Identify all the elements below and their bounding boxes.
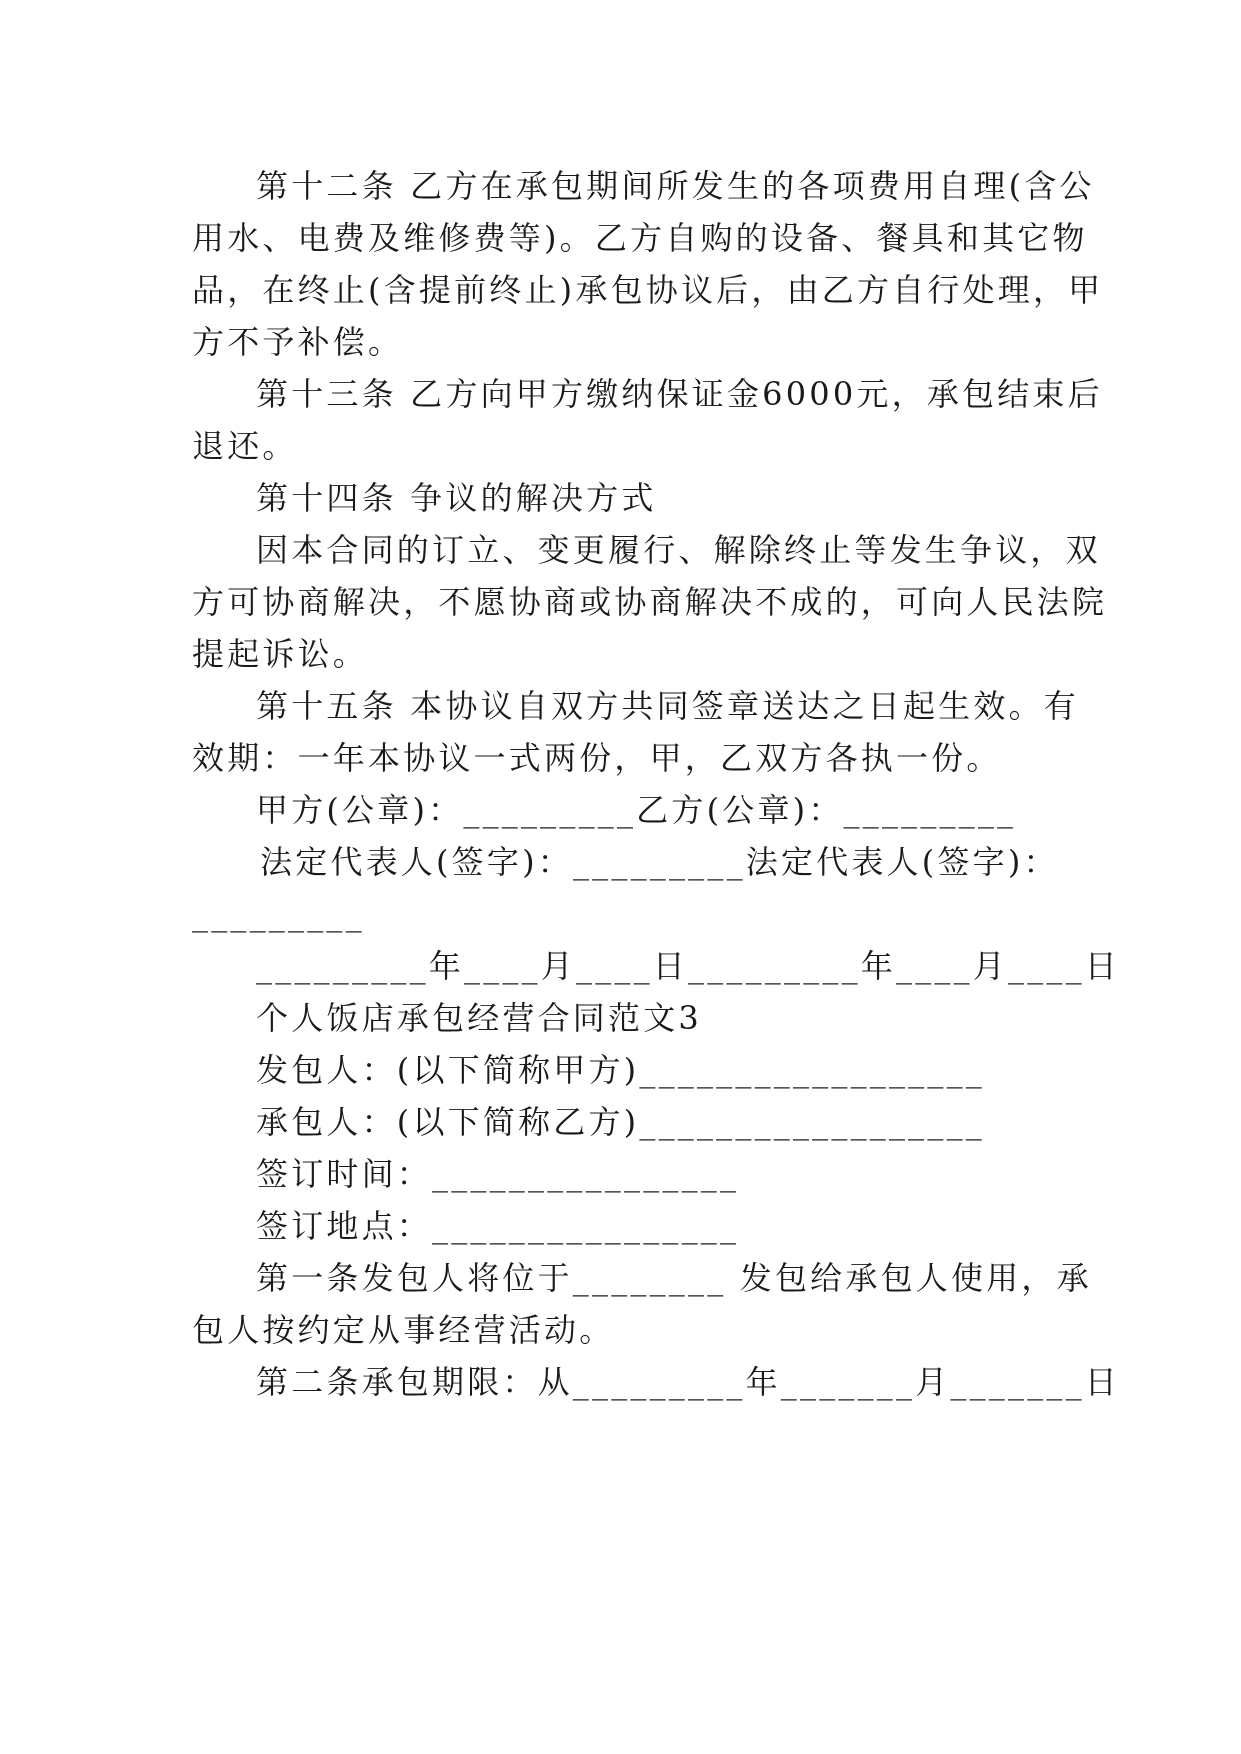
date-line: _________年____月____日_________年____月____日 [256,947,1121,985]
text-line: 第一条发包人将位于________ 发包给承包人使用，承 [256,1259,1092,1297]
text-line: 用水、电费及维修费等)。乙方自购的设备、餐具和其它物 [192,219,1088,257]
text-line: 退还。 [192,427,298,465]
text-line: 方不予补偿。 [192,323,404,361]
document-title: 个人饭店承包经营合同范文3 [256,999,702,1037]
field-line: 发包人：(以下简称甲方)__________________ [256,1051,985,1089]
text-line: 第十五条 本协议自双方共同签章送达之日起生效。有 [256,687,1079,725]
field-line: 签订地点：________________ [256,1207,740,1245]
text-line: 品，在终止(含提前终止)承包协议后，由乙方自行处理，甲 [192,271,1104,309]
text-line: 方可协商解决，不愿协商或协商解决不成的，可向人民法院 [192,583,1108,621]
text-line: 第十三条 乙方向甲方缴纳保证金6000元，承包结束后 [256,375,1103,413]
signature-line: 法定代表人(签字)：_________法定代表人(签字)： [260,843,1059,881]
section-heading: 第十四条 争议的解决方式 [256,479,657,517]
text-line: 包人按约定从事经营活动。 [192,1311,615,1349]
text-line: 效期：一年本协议一式两份，甲，乙双方各执一份。 [192,739,1002,777]
text-line: 第二条承包期限：从_________年_______月_______日 [256,1363,1121,1401]
field-line: 承包人：(以下简称乙方)__________________ [256,1103,985,1141]
signature-line: 甲方(公章)：_________乙方(公章)：_________ [256,791,1017,829]
text-line: 第十二条 乙方在承包期间所发生的各项费用自理(含公 [256,167,1095,205]
field-line: 签订时间：________________ [256,1155,740,1193]
text-line: 因本合同的订立、变更履行、解除终止等发生争议，双 [256,531,1101,569]
text-line: 提起诉讼。 [192,635,369,673]
signature-blank: _________ [192,895,365,933]
